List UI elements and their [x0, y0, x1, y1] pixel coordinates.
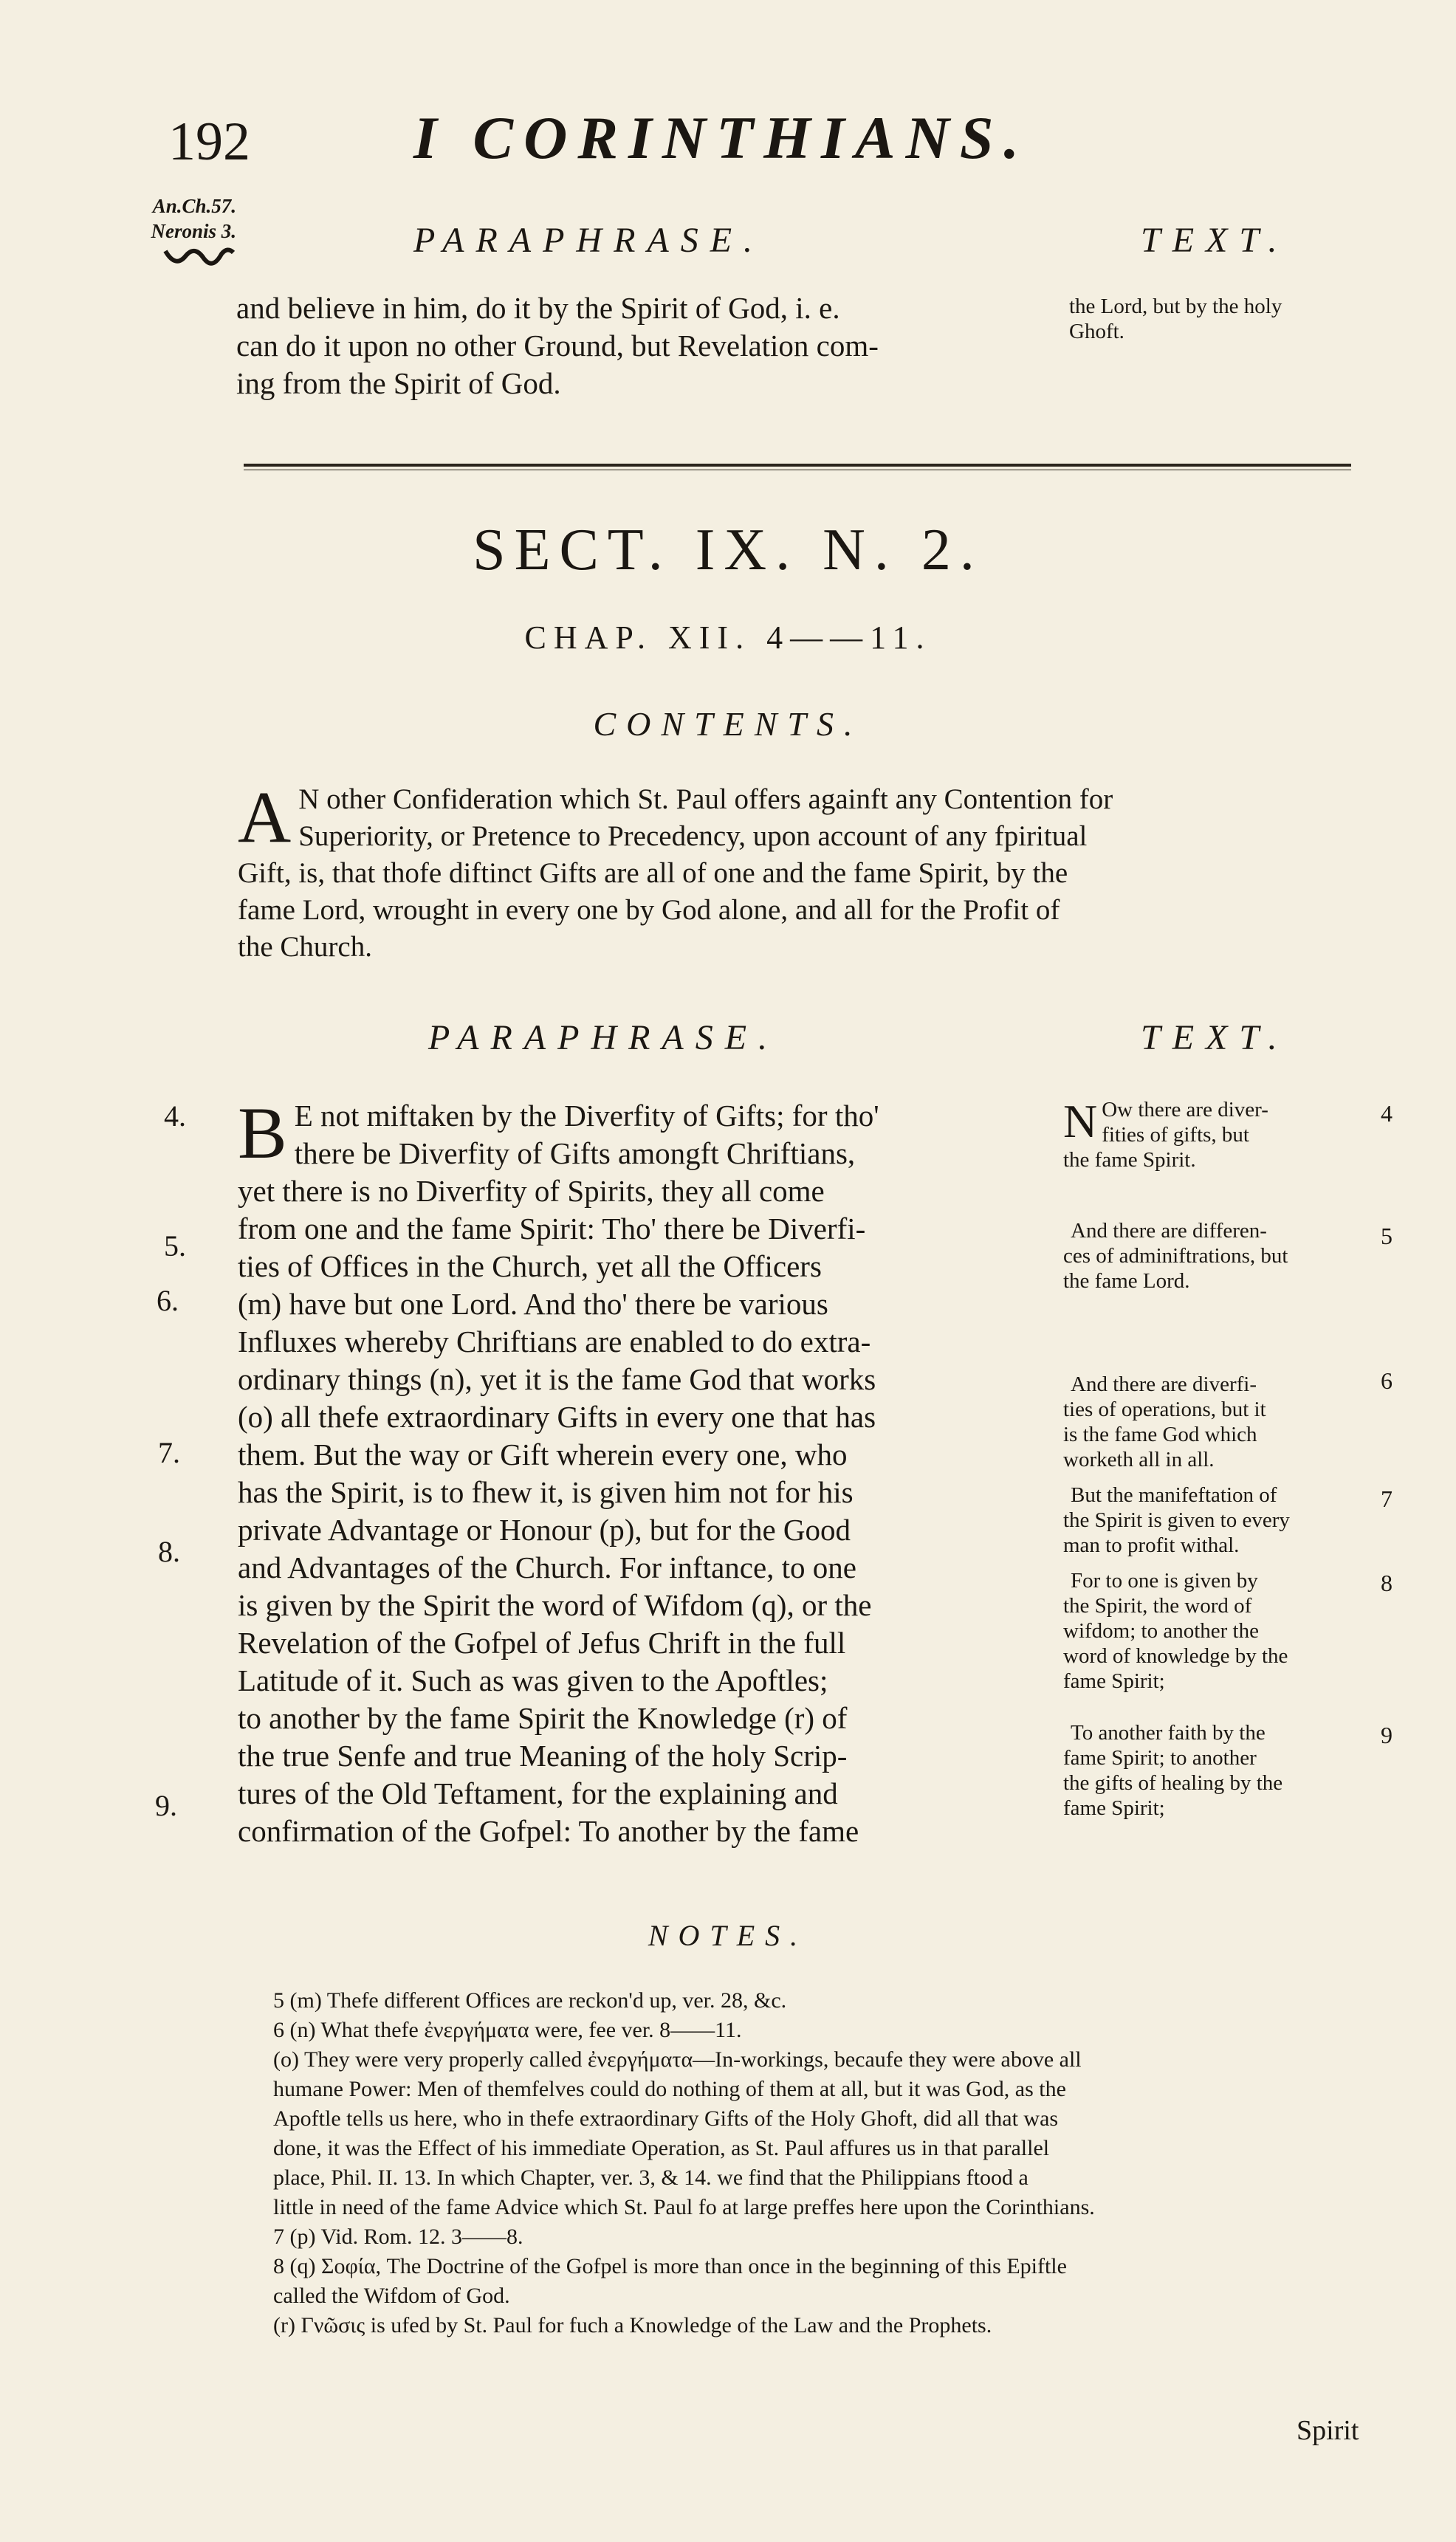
- text-line: And there are diverfi-: [1071, 1373, 1257, 1396]
- contents-dropcap: A: [238, 776, 292, 858]
- note-line: called the Wifdom of God.: [273, 2284, 510, 2308]
- text-line: And there are differen-: [1071, 1219, 1267, 1243]
- text-block-4: [1063, 1097, 1373, 1172]
- text-line: But the manifeftation of: [1071, 1483, 1277, 1507]
- text-line: fame Spirit;: [1063, 1796, 1165, 1820]
- text-line: fame Spirit; to another: [1063, 1746, 1257, 1770]
- note-line: 5 (m) Thefe different Offices are reckon'd up, ver. 28, &c.: [273, 1988, 787, 2013]
- text-line: is the fame God which: [1063, 1423, 1257, 1446]
- paraphrase-line: (m) have but one Lord. And tho' there be various: [238, 1287, 828, 1321]
- date-line-2: Neronis 3.: [151, 220, 236, 242]
- ornament-flourish-icon: [162, 244, 236, 273]
- contents-line: fame Lord, wrought in every one by God alone, and all for the Profit of: [238, 894, 1060, 926]
- note-line: 7 (p) Vid. Rom. 12. 3——8.: [273, 2225, 523, 2249]
- paraphrase-dropcap: B: [238, 1092, 287, 1174]
- verse-number: 9.: [155, 1789, 177, 1822]
- paraphrase-line: the true Senfe and true Meaning of the holy Scrip-: [238, 1739, 848, 1773]
- running-head: I CORINTHIANS.: [413, 104, 1029, 171]
- catchword: Spirit: [1297, 2415, 1359, 2446]
- text-line: For to one is given by: [1071, 1569, 1258, 1593]
- top-text-line: Ghoft.: [1069, 320, 1124, 343]
- paraphrase-line: from one and the fame Spirit: Tho' there be Diverfi-: [238, 1212, 866, 1246]
- top-paraphrase-line: can do it upon no other Ground, but Revelation com-: [236, 329, 879, 363]
- text-label-main: TEXT.: [1141, 1018, 1289, 1057]
- paraphrase-line: Influxes whereby Chriftians are enabled to do extra-: [238, 1325, 871, 1358]
- text-line: ties of operations, but it: [1063, 1398, 1266, 1421]
- note-line: done, it was the Effect of his immediate Operation, as St. Paul affures us in that parallel: [273, 2136, 1050, 2160]
- paraphrase-line: (o) all thefe extraordinary Gifts in every one that has: [238, 1400, 876, 1434]
- text-line: fities of gifts, but: [1102, 1123, 1249, 1147]
- paraphrase-line: confirmation of the Gofpel: To another by the fame: [238, 1814, 859, 1848]
- contents-line: the Church.: [238, 931, 372, 963]
- paraphrase-label-main: PARAPHRASE.: [428, 1018, 780, 1057]
- paraphrase-line: is given by the Spirit the word of Wifdom (q), or the: [238, 1588, 872, 1622]
- paraphrase-line: private Advantage or Honour (p), but for the Good: [238, 1513, 851, 1547]
- paraphrase-line: ties of Offices in the Church, yet all the Officers: [238, 1249, 822, 1283]
- verse-number: 8.: [158, 1535, 180, 1568]
- top-paraphrase-line: and believe in him, do it by the Spirit of God, i. e.: [236, 291, 840, 325]
- text-verse-number: 5: [1381, 1223, 1393, 1249]
- paraphrase-line: yet there is no Diverfity of Spirits, they all come: [238, 1174, 825, 1208]
- paraphrase-line: Revelation of the Gofpel of Jefus Chrift in the full: [238, 1626, 846, 1660]
- contents-line: Superiority, or Pretence to Precedency, upon account of any fpiritual: [298, 820, 1088, 852]
- paraphrase-line: has the Spirit, is to fhew it, is given him not for his: [238, 1475, 854, 1509]
- paraphrase-label-top: PARAPHRASE.: [413, 221, 765, 260]
- date-margin: [111, 193, 236, 244]
- text-verse-number: 4: [1381, 1100, 1393, 1127]
- text-line: Ow there are diver-: [1102, 1098, 1268, 1121]
- note-line: (o) They were very properly called ἐνεργήματα—In-workings, becaufe they were above all: [273, 2047, 1082, 2072]
- note-line: 8 (q) Σοφία, The Doctrine of the Gofpel is more than once in the beginning of this Epiftle: [273, 2254, 1067, 2278]
- paraphrase-line: there be Diverfity of Gifts amongft Chriftians,: [294, 1136, 856, 1170]
- note-line: place, Phil. II. 13. In which Chapter, ver. 3, & 14. we find that the Philippians ftood a: [273, 2165, 1029, 2190]
- text-block-5: [1063, 1218, 1373, 1294]
- text-verse-number: 6: [1381, 1367, 1393, 1394]
- text-line: the Spirit is given to every: [1063, 1508, 1290, 1532]
- verse-number: 6.: [157, 1284, 179, 1317]
- page-number: 192: [168, 111, 250, 172]
- verse-number: 4.: [164, 1099, 186, 1133]
- section-title: SECT. IX. N. 2.: [473, 518, 983, 583]
- note-line: Apoftle tells us here, who in thefe extraordinary Gifts of the Holy Ghoft, did all that was: [273, 2106, 1059, 2131]
- text-verse-number: 9: [1381, 1722, 1393, 1748]
- note-line: (r) Γνῶσις is ufed by St. Paul for fuch a Knowledge of the Law and the Prophets.: [273, 2313, 992, 2337]
- text-line: wifdom; to another the: [1063, 1619, 1259, 1643]
- text-line: word of knowledge by the: [1063, 1644, 1288, 1668]
- text-block-6: [1063, 1372, 1373, 1472]
- verse-number: 5.: [164, 1229, 186, 1263]
- note-line: 6 (n) What thefe ἐνεργήματα were, fee ver. 8——11.: [273, 2018, 742, 2042]
- text-label-top: TEXT.: [1141, 221, 1289, 260]
- top-paraphrase: [236, 289, 1048, 402]
- text-line: ces of adminiftrations, but: [1063, 1244, 1288, 1268]
- text-line: the fame Spirit.: [1063, 1148, 1196, 1172]
- text-verse-number: 7: [1381, 1485, 1393, 1512]
- chapter-title: CHAP. XII. 4——11.: [524, 619, 932, 656]
- text-line: fame Spirit;: [1063, 1669, 1165, 1693]
- text-line: man to profit withal.: [1063, 1533, 1240, 1557]
- contents-paragraph: [238, 776, 1382, 966]
- text-dropcap: N: [1063, 1095, 1098, 1147]
- contents-line: Gift, is, that thofe diftinct Gifts are all of one and the fame Spirit, by the: [238, 857, 1068, 889]
- paraphrase-line: Latitude of it. Such as was given to the Apoftles;: [238, 1663, 828, 1697]
- section-divider-rule: [244, 464, 1351, 470]
- text-block-8: [1063, 1568, 1373, 1694]
- paraphrase-line: tures of the Old Teftament, for the explaining and: [238, 1776, 838, 1810]
- text-line: the Spirit, the word of: [1063, 1594, 1252, 1618]
- paraphrase-line: them. But the way or Gift wherein every one, who: [238, 1437, 848, 1471]
- top-text: [1069, 294, 1394, 344]
- text-verse-number: 8: [1381, 1570, 1393, 1596]
- note-line: little in need of the fame Advice which St. Paul fo at large preffes here upon the Corinthians.: [273, 2195, 1095, 2219]
- text-line: To another faith by the: [1071, 1721, 1266, 1745]
- text-block-9: [1063, 1720, 1373, 1821]
- verse-number: 7.: [158, 1436, 180, 1469]
- text-line: the gifts of healing by the: [1063, 1771, 1283, 1795]
- text-block-7: [1063, 1483, 1373, 1558]
- top-text-line: the Lord, but by the holy: [1069, 295, 1282, 318]
- date-line-1: An.Ch.57.: [152, 195, 236, 217]
- text-line: worketh all in all.: [1063, 1448, 1215, 1471]
- paraphrase-line: E not miftaken by the Diverfity of Gifts; for tho': [294, 1099, 879, 1133]
- contents-label: CONTENTS.: [593, 705, 863, 743]
- notes-block: [273, 1986, 1381, 2340]
- notes-label: NOTES.: [648, 1919, 808, 1952]
- paraphrase-line: and Advantages of the Church. For inftance, to one: [238, 1550, 856, 1584]
- contents-line: N other Confideration which St. Paul offers againft any Contention for: [298, 783, 1113, 815]
- note-line: humane Power: Men of themfelves could do nothing of them at all, but it was God, as the: [273, 2077, 1066, 2101]
- paraphrase-line: to another by the fame Spirit the Knowledge (r) of: [238, 1701, 848, 1735]
- top-paraphrase-line: ing from the Spirit of God.: [236, 366, 561, 400]
- paraphrase-line: ordinary things (n), yet it is the fame God that works: [238, 1362, 876, 1396]
- main-paraphrase: [238, 1092, 1057, 1850]
- text-line: the fame Lord.: [1063, 1269, 1190, 1293]
